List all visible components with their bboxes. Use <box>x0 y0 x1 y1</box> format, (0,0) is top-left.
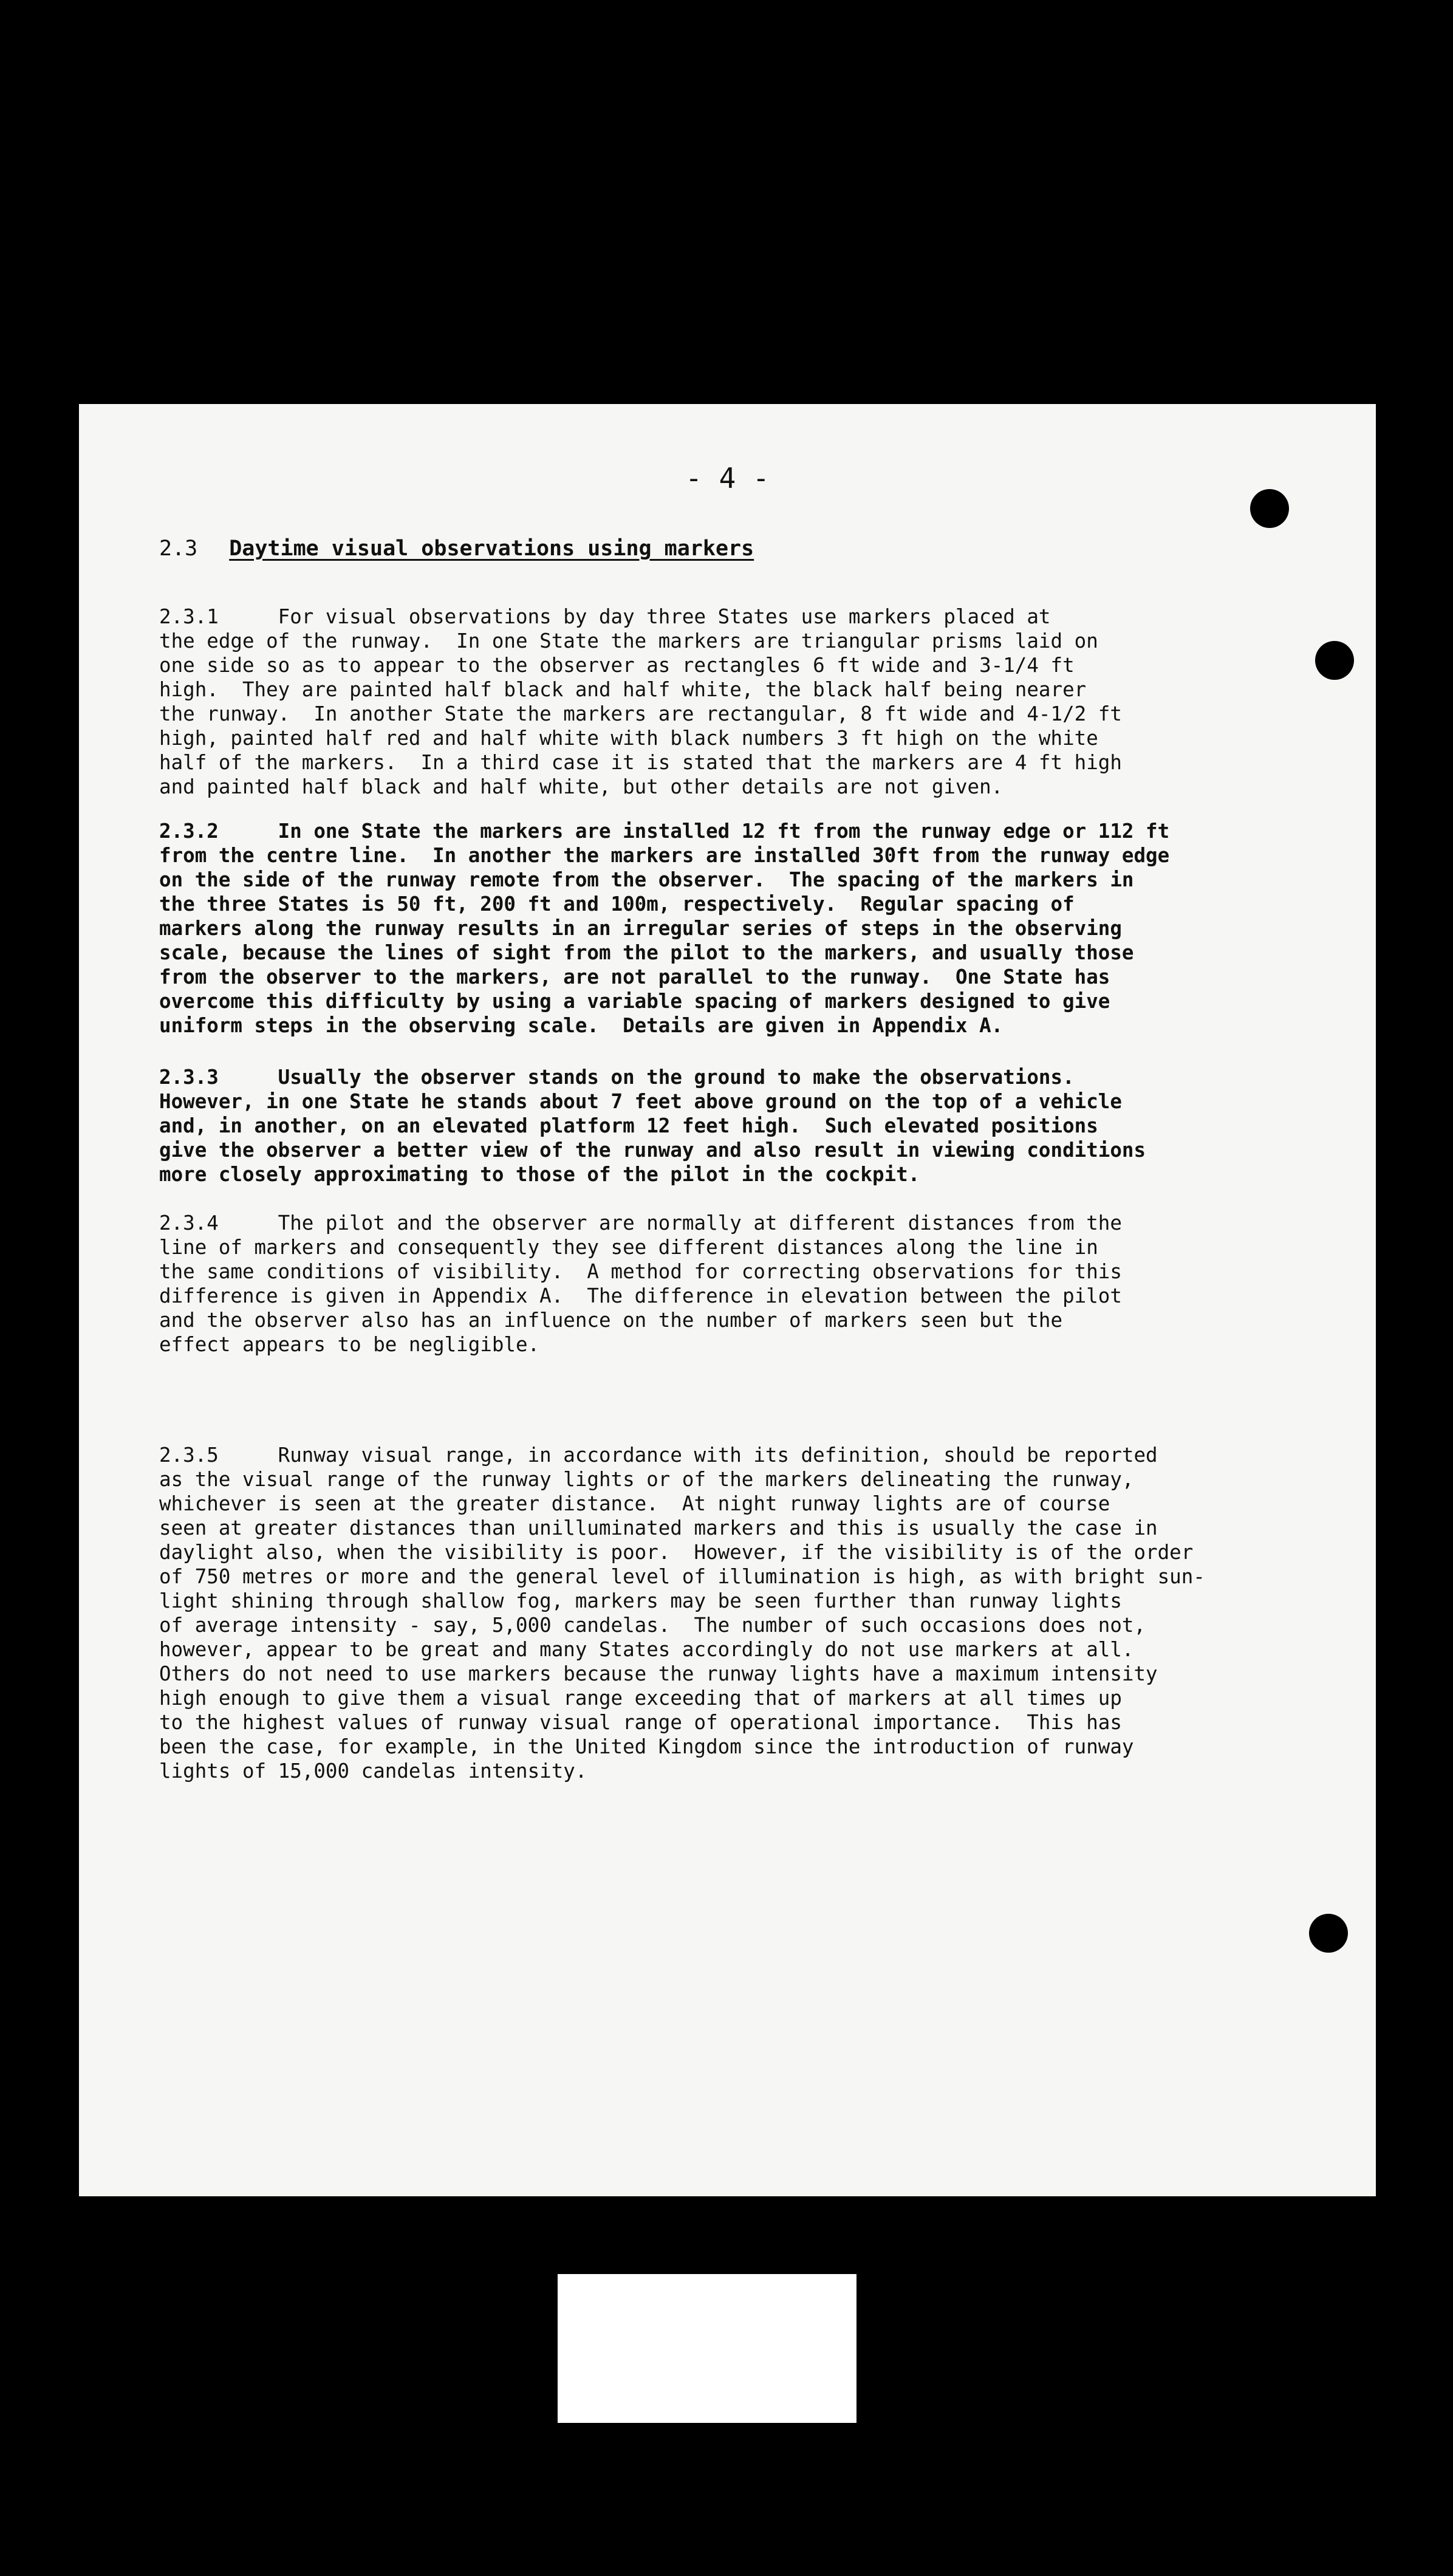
text-line: 2.3.1 For visual observations by day three States use markers placed at <box>159 605 1051 628</box>
text-line: to the highest values of runway visual range of operational importance. This has <box>159 1711 1122 1734</box>
text-line: the edge of the runway. In one State the markers are triangular prisms laid on <box>159 629 1098 653</box>
paragraph-2-3-4 <box>159 1211 1325 1357</box>
text-line: lights of 15,000 candelas intensity. <box>159 1759 587 1783</box>
text-line: 2.3.3 Usually the observer stands on the ground to make the observations. <box>159 1066 1075 1089</box>
document-page <box>79 404 1376 2196</box>
text-line: line of markers and consequently they see different distances along the line in <box>159 1236 1098 1259</box>
page-number: - 4 - <box>685 462 770 495</box>
text-line: overcome this difficulty by using a variable spacing of markers designed to give <box>159 990 1110 1013</box>
text-line: However, in one State he stands about 7 feet above ground on the top of a vehicle <box>159 1090 1122 1113</box>
text-line: as the visual range of the runway lights or of the markers delineating the runway, <box>159 1468 1134 1491</box>
text-line: daylight also, when the visibility is poor. However, if the visibility is of the order <box>159 1541 1194 1564</box>
punch-hole <box>1250 489 1289 528</box>
text-line: 2.3.2 In one State the markers are installed 12 ft from the runway edge or 112 ft <box>159 820 1170 843</box>
text-line: and painted half black and half white, but other details are not given. <box>159 775 1003 798</box>
text-line: high, painted half red and half white with black numbers 3 ft high on the white <box>159 727 1098 750</box>
paragraph-2-3-3 <box>159 1065 1325 1187</box>
text-line: Others do not need to use markers because the runway lights have a maximum intensity <box>159 1662 1158 1685</box>
text-line: the runway. In another State the markers are rectangular, 8 ft wide and 4-1/2 ft <box>159 702 1122 725</box>
text-line: from the centre line. In another the markers are installed 30ft from the runway edge <box>159 844 1170 867</box>
section-heading <box>159 535 754 563</box>
punch-hole <box>1309 1914 1348 1953</box>
text-line: uniform steps in the observing scale. Details are given in Appendix A. <box>159 1014 1003 1037</box>
text-line: from the observer to the markers, are not parallel to the runway. One State has <box>159 965 1110 988</box>
text-line: the same conditions of visibility. A method for correcting observations for this <box>159 1260 1122 1283</box>
text-line: give the observer a better view of the runway and also result in viewing conditions <box>159 1139 1146 1162</box>
paragraph-2-3-2 <box>159 819 1325 1038</box>
text-line: high. They are painted half black and half white, the black half being nearer <box>159 678 1087 701</box>
paragraph-2-3-1 <box>159 605 1325 799</box>
section-title: Daytime visual observations using markers <box>229 536 754 561</box>
section-number: 2.3 <box>159 536 198 561</box>
text-line: however, appear to be great and many States accordingly do not use markers at all. <box>159 1638 1134 1661</box>
text-line: 2.3.5 Runway visual range, in accordance with its definition, should be reported <box>159 1444 1158 1467</box>
text-line: markers along the runway results in an irregular series of steps in the observing <box>159 917 1122 940</box>
text-line: and the observer also has an influence on the number of markers seen but the <box>159 1309 1063 1332</box>
text-line: more closely approximating to those of the pilot in the cockpit. <box>159 1163 920 1186</box>
paragraph-2-3-5 <box>159 1443 1325 1783</box>
text-line: light shining through shallow fog, markers may be seen further than runway lights <box>159 1589 1122 1612</box>
text-line: effect appears to be negligible. <box>159 1333 540 1356</box>
text-line: seen at greater distances than unilluminated markers and this is usually the case in <box>159 1516 1158 1540</box>
text-line: the three States is 50 ft, 200 ft and 100m, respectively. Regular spacing of <box>159 892 1075 916</box>
text-line: high enough to give them a visual range exceeding that of markers at all times up <box>159 1687 1122 1710</box>
text-line: half of the markers. In a third case it is stated that the markers are 4 ft high <box>159 751 1122 774</box>
blank-label <box>558 2274 856 2423</box>
text-line: one side so as to appear to the observer as rectangles 6 ft wide and 3-1/4 ft <box>159 654 1075 677</box>
text-line: been the case, for example, in the United Kingdom since the introduction of runway <box>159 1735 1134 1758</box>
text-line: whichever is seen at the greater distance. At night runway lights are of course <box>159 1492 1110 1515</box>
text-line: and, in another, on an elevated platform 12 feet high. Such elevated positions <box>159 1114 1098 1137</box>
text-line: difference is given in Appendix A. The difference in elevation between the pilot <box>159 1284 1122 1307</box>
text-line: of 750 metres or more and the general level of illumination is high, as with bright sun- <box>159 1565 1205 1588</box>
text-line: of average intensity - say, 5,000 candelas. The number of such occasions does not, <box>159 1614 1146 1637</box>
text-line: on the side of the runway remote from the observer. The spacing of the markers in <box>159 868 1134 891</box>
text-line: scale, because the lines of sight from the pilot to the markers, and usually those <box>159 941 1134 964</box>
text-line: 2.3.4 The pilot and the observer are normally at different distances from the <box>159 1211 1122 1235</box>
